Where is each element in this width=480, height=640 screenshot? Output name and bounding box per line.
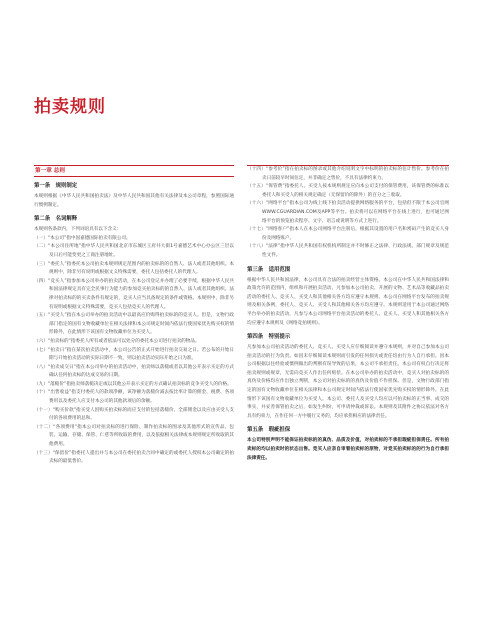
definition-item: （九）“落槌价”指拍卖师落槌决定或以其他公开表示买定的方式确认拍卖标的竞争买受人的价格。 (34, 381, 232, 387)
definition-item: （十八）“法律”指中华人民共和国有权机构所制定并不时修正之法律、行政法规、部门规章及规范性文件。 (247, 244, 449, 258)
definition-item: （十六）“网络平台”指本公司为线上线下拍卖活动提供网络服务的平台，包括但不限于本公司官网WWW.CGUARDIAN.COM及APP等平台。拍卖将可以在网络平台在线上进行，也可通过网络平台的预览拍卖程序、文字、语言或说明等方式上进行。 (247, 201, 449, 224)
definition-item: （五）“买受人”指在本公司举办的拍卖活动中以最高应价购得拍卖标的的竞买人。但是，文物行政部门指定的国有文物收藏单位在相关法律和本公司规定时间内依法行使国家优先购买权的情形除外，在此情形下该国有文物收藏单位为买受人。 (34, 313, 234, 336)
article-2-title: 第二条 名词解释 (34, 216, 78, 223)
article-1-title: 第一条 规则制定 (34, 183, 78, 189)
definition-item: （八）“拍卖成交日”指在本公司举办的拍卖活动中，拍卖师以落槌或者以其他公开表示买定的方式确认任何拍卖标的达成交易的日期。 (34, 364, 234, 379)
article-1-text: 本规则根据《中华人民共和国拍卖法》及中华人民共和国其他有关法律及本公司章程，参照国际通行惯例制定。 (34, 194, 234, 208)
article-4-text: 凡参加本公司拍卖活动的委托人、竞买人、买受人应仔细阅读并遵守本规则，并对自己参加本公司拍卖活动的行为负责。如因未仔细阅读本规则而引发的任何损失或责任均由行为人自行承担。因本公司根据以往经验或惯例做出的判断有误导致的后果，本公司不承担责任。本公司有权自行决定将拍卖规则或规章，无需向竞买人作出任何赔偿。在本公司举办的拍卖活动中，竞买人对拍卖标的的真伪及价格均应作出独立判断，本公司对拍卖标的的真伪及价值不作担保。但是，文物行政部门指定的国有文物收藏单位在相关法律和本公司规定时间内依法行使国家优先购买权的情形除外。在此情形下该国有文物收藏单位为买受人。本公司、委托人及买受人均应以可拍卖标的正当事、成交的事实，并妥善保管拍卖之后，如发生纠纷，可申请仲裁或诉讼。本规则及其附件之协议依法对各方具有约束力，在作任何一方中履行义务的，均应承担相应的法律责任。 (247, 345, 449, 419)
definition-item: （二）“本公司住所地”指中华人民共和国北京市东城区王府井大街1号嘉德艺术中心办公区三层以及日后可能变更之工商注册地址。 (34, 244, 234, 258)
definition-item: （十五）“保管费”指委托人、买受人按本规则规定应向本公司支付的保管费用，该保管费的标准以委托人和买受人的相关规定确定（无保留价的除外）的百分之三收取。 (247, 184, 449, 198)
article-3-text: 根据中华人民共和国法律，本公司具有合法的拍卖经营主体资格。本公司在中华人民共和国法律和政策允许的范围内，组织和开展拍卖活动。凡参加本公司拍卖、开展的文物、艺术品等收藏品拍卖活动的委托人、竞买人、买受人和其他相关各方均应遵守本规则。本公司在网络平台发布的拍卖规则及相关条例，委托人、竞买人、买受人和其他相关各方均应遵守。本规则适用于本公司通过网络平台举办的拍卖活动，凡参与本公司网络平台拍卖活动的委托人、竞买人、买受人和其他相关各方均应遵守本规则及《网络竞拍规则》。 (247, 277, 449, 326)
definition-item: （七）“拍卖日”指在某次拍卖活动中，本公司公告的正式开始进行拍卖交易之日。若公布的开始日期与开始拍卖活动的实际日期不一致，则以拍卖活动实际开始之日为准。 (34, 347, 234, 362)
article-5-title: 第五条 瑕疵担保 (247, 427, 291, 434)
definition-item: （一）“本公司”指中国嘉德国际拍卖有限公司。 (34, 235, 131, 241)
definition-list-right (247, 166, 449, 261)
definition-list-left (34, 235, 234, 467)
definition-item: （十一）“购买价款”指买受人因购买拍卖标的而应支付的包括落槌价、全部佣金以及应由买受人支付的各项费用的总和。 (34, 407, 234, 422)
article-3-title: 第三条 适用范围 (247, 266, 291, 273)
definition-item: （十）“出售收益”指支付委托人的款项净额，该净额为落槌价减去按比率计算的佣金、税费、各项费用以及委托人应支付本公司的其他款项后的余额。 (34, 390, 234, 405)
definition-item: （十七）“网络客户”指本人在本公司网络平台注册后，根据其设置的用户名和密码产生的竞买人身份及网络账户。 (247, 227, 449, 241)
chapter-label: 第一章 总则 (34, 165, 234, 177)
article-2-intro: 本规则各条款内，下列词语具有以下含义： (34, 227, 122, 233)
left-column (34, 165, 234, 467)
definition-item: （十四）“参考价”指在拍卖标的图录或其他介绍说明文字中标明的拍卖标的估计售价。参考价在拍卖日前较早时间估定，并非确定之售价，不具有法律约束力。 (247, 167, 449, 181)
definition-item: （十三）“保留价”指委托人提出并与本公司在委托拍卖合同中确定的或委托人授权本公司确定的拍卖标的最低售价。 (34, 450, 234, 465)
definition-item: （十二）“各项费用”指本公司对拍卖标的进行保险、制作拍卖标的图录及其他形式的宣传品、包装、运输、存储、保管、仁慈等所收取的费用，以及依据相关法律或本规则规定所收取的其他费用。 (34, 424, 234, 448)
article-4-title: 第四条 特别提示 (247, 334, 291, 341)
definition-item: （三）“委托人”指委托本公司拍卖本规则规定范围内的拍卖标的的自然人、法人或者其他组织。本规则中，除非另有说明或根据文义特殊需要，委托人包括委托人的代理人。 (34, 261, 234, 276)
definition-item: （六）“拍卖标的”指委托人所有或者依法可以处分的委托本公司进行拍卖的物品。 (34, 338, 200, 344)
definition-item: （四）“竞买人”指参加本公司举办的拍卖活动，在本公司登记并办理了必要手续，根据中华人民共和国法律规定具有完全民事行为能力的参加竞买拍卖标的的自然人、法人或者其他组织。法律对拍卖标的的买卖条件有规定的，竞买人应当具备规定的条件或资格。本规则中，除非另有说明或根据文义特殊需要，竞买人包括竞买人的代理人。 (34, 278, 234, 310)
right-column (247, 165, 449, 463)
article-5-text: 本公司特别声明不能保证拍卖标的的真伪、品质及价值，对拍卖标的不承担瑕疵担保责任。所有拍卖标的均以拍卖时的状态出售。竞买人应亲自审看拍卖标的原物，对竞买拍卖标的的行为自行承担法律责任。 (247, 438, 449, 461)
page-title: 拍卖规则 (34, 97, 106, 117)
